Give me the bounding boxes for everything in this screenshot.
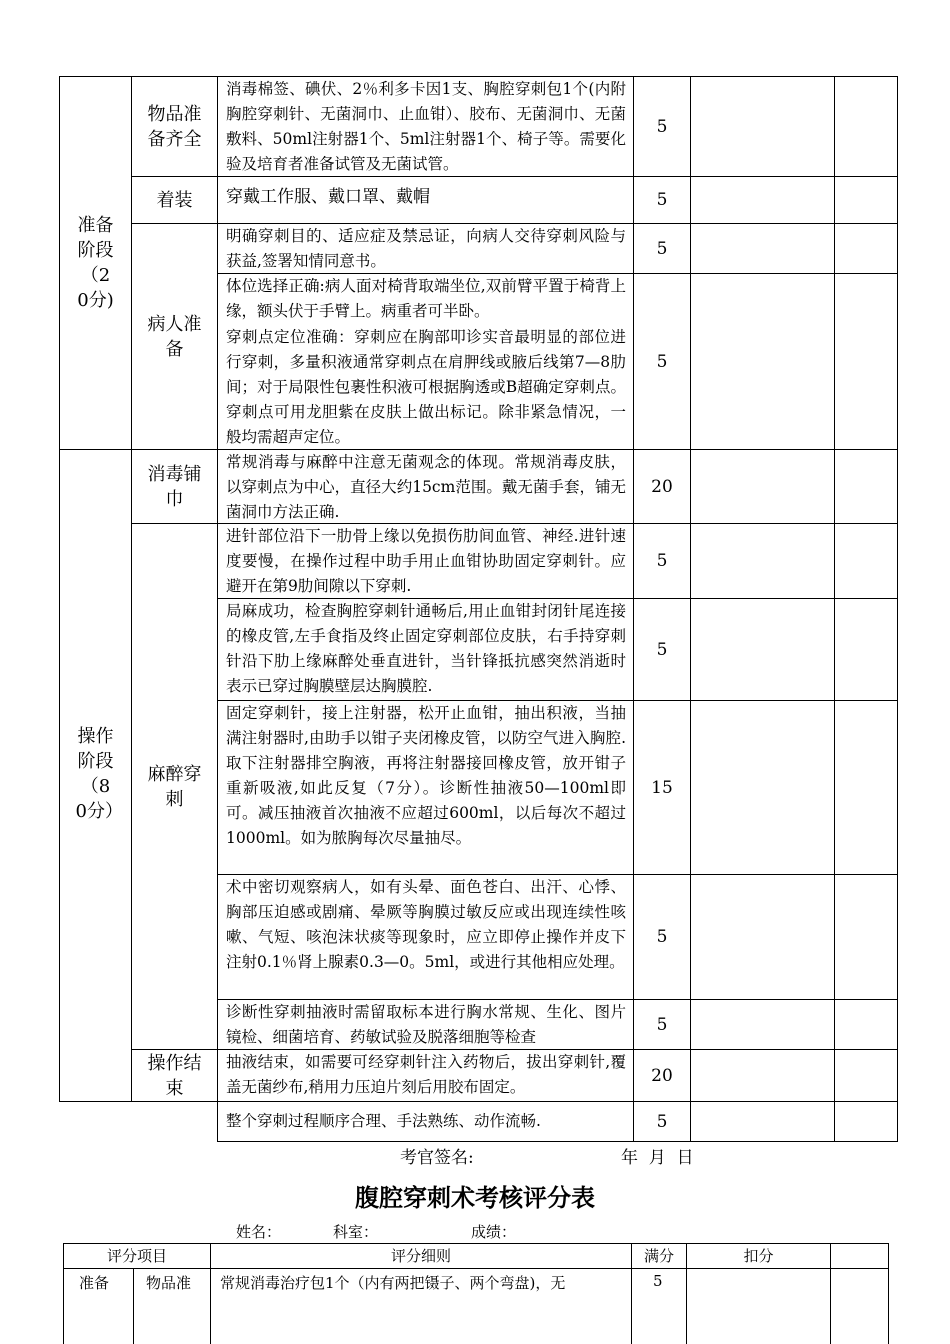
score-attire: 5 [656, 190, 668, 210]
score-consent: 5 [656, 238, 668, 259]
detail-disinfection: 常规消毒与麻醉中注意无菌观念的体现。常规消毒皮肤，以穿刺点为中心，直径大约15cm范围。戴无菌手套，铺无菌洞巾方法正确. [226, 453, 626, 521]
header-scoring-detail: 评分细则 [390, 1246, 451, 1265]
detail-needle-entry: 进针部位沿下一肋骨上缘以免损伤肋间血管、神经.进针速度要慢，在操作过程中助手用止血钳协助固定穿刺针。应避开在第9肋间隙以下穿刺. [226, 527, 626, 595]
score-needle-entry: 5 [656, 551, 668, 571]
sub-item-finish: 操作结束 [147, 1052, 202, 1099]
form2-sub-item: 物品准 [146, 1274, 192, 1292]
detail-puncture-site-text: 穿刺点定位准确：穿刺应在胸部叩诊实音最明显的部位进行穿刺，多量积液通常穿刺点在肩胛线或腋后线第7—8肋间；对于局限性包裹性积液可根据胸透或B超确定穿刺点。穿刺点可用龙胆紫在皮肤上做出标记。除非紧急情况，一般均需超声定位。 [226, 328, 626, 446]
sub-item-attire: 着装 [156, 189, 193, 211]
form2-detail: 常规消毒治疗包1个（内有两把镊子、两个弯盘)，无 [220, 1274, 566, 1292]
detail-positioning [226, 274, 626, 450]
name-label: 姓名： [236, 1223, 282, 1241]
examiner-signature-label: 考官签名: [400, 1148, 474, 1168]
signature-date: 年 月 日 [621, 1148, 694, 1168]
score-overall: 5 [656, 1111, 668, 1132]
header-scoring-item: 评分项目 [106, 1246, 167, 1265]
detail-overall: 整个穿刺过程顺序合理、手法熟练、动作流畅. [226, 1112, 541, 1130]
sub-item-anesthesia: 麻醉穿刺 [147, 763, 202, 810]
detail-consent: 明确穿刺目的、适应症及禁忌证，向病人交待穿刺风险与获益,签署知情同意书。 [226, 227, 626, 270]
grade-label: 成绩： [471, 1223, 517, 1241]
detail-finish: 抽液结束，如需要可经穿刺针注入药物后，拔出穿刺针,覆盖无菌纱布,稍用力压迫片刻后用胶布固定。 [226, 1053, 626, 1096]
score-local-anesthesia: 5 [656, 639, 668, 660]
detail-local-anesthesia: 局麻成功，检查胸腔穿刺针通畅后,用止血钳封闭针尾连接的橡皮管,左手食指及终止固定穿刺部位皮肤，右手持穿刺针沿下肋上缘麻醉处垂直进针，当针锋抵抗感突然消逝时表示已穿过胸膜壁层达胸膜腔. [226, 602, 626, 695]
score-finish: 20 [651, 1065, 673, 1086]
department-label: 科室： [333, 1223, 379, 1241]
form2-category: 准备 [79, 1274, 110, 1292]
score-positioning: 5 [656, 351, 668, 372]
sub-item-supplies: 物品准备齐全 [147, 103, 202, 150]
score-disinfection: 20 [651, 476, 673, 497]
header-full-score: 满分 [643, 1246, 674, 1265]
form-title: 腹腔穿刺术考核评分表 [355, 1184, 595, 1212]
section-prep: 准备阶段（20分) [77, 215, 114, 311]
detail-specimen: 诊断性穿刺抽液时需留取标本进行胸水常规、生化、图片镜检、细菌培育、药敏试验及脱落细胞等检查 [226, 1003, 626, 1046]
score-supplies: 5 [656, 116, 668, 137]
score-specimen: 5 [656, 1014, 668, 1035]
header-deduction: 扣分 [743, 1246, 774, 1265]
detail-monitoring: 术中密切观察病人，如有头晕、面色苍白、出汗、心悸、胸部压迫感或剧痛、晕厥等胸膜过敏反应或出现连续性咳嗽、气短、咳泡沫状痰等现象时，应立即停止操作并皮下注射0.1％肾上腺素0.3—0。5ml，或进行其他相应处理。 [226, 878, 626, 971]
detail-attire: 穿戴工作服、戴口罩、戴帽 [226, 187, 430, 207]
sub-item-patient-prep: 病人准备 [147, 313, 202, 360]
form2-score: 5 [653, 1272, 663, 1290]
detail-aspiration: 固定穿刺针，接上注射器，松开止血钳，抽出积液，当抽满注射器时,由助手以钳子夹闭橡皮管，以防空气进入胸腔.取下注射器排空胸液，再将注射器接回橡皮管，放开钳子重新吸液,如此反复（7分）。诊断性抽液50—100ml即可。减压抽液首次抽液不应超过600ml，以后每次不超过1000ml。如为脓胸每次尽量抽尽。 [226, 704, 626, 847]
score-aspiration: 15 [651, 777, 673, 798]
detail-position-text: 体位选择正确:病人面对椅背取端坐位,双前臂平置于椅背上缘，额头伏于手臂上。病重者可半卧。 [226, 277, 626, 320]
detail-supplies: 消毒棉签、碘伏、2％利多卡因1支、胸腔穿刺包1个(内附胸腔穿刺针、无菌洞巾、止血钳）、胶布、无菌洞巾、无菌敷料、50ml注射器1个、5ml注射器1个、椅子等。需要化验及培育者准备试管及无菌试管。 [226, 80, 626, 173]
section-operation: 操作阶段（80分） [75, 726, 123, 822]
score-monitoring: 5 [656, 927, 668, 947]
sub-item-disinfection: 消毒铺巾 [147, 463, 202, 510]
